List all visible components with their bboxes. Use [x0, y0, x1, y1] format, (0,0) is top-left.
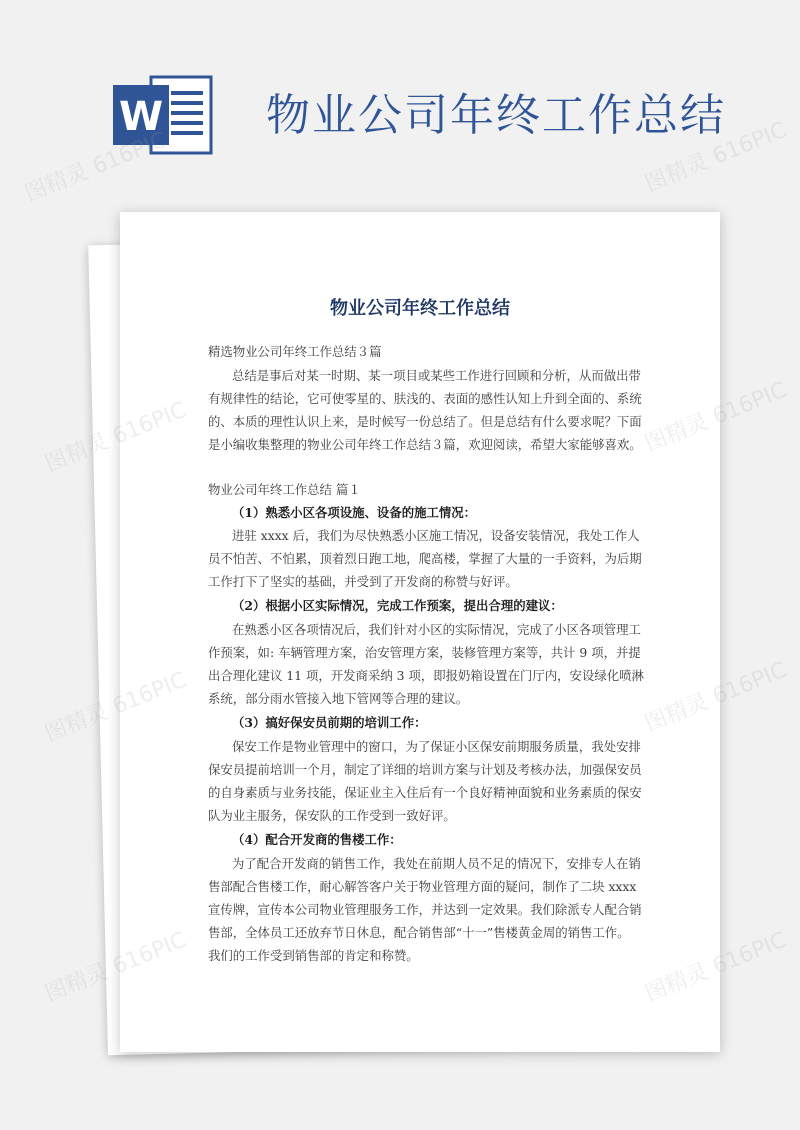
doc-line: 售部，全体员工还放弃节日休息，配合销售部“十一”售楼黄金周的销售工作。 — [208, 925, 630, 940]
item-heading: （1）熟悉小区各项设施、设备的施工情况： — [232, 505, 477, 520]
doc-line: 有规律性的结论，它可使零星的、肤浅的、表面的感性认知上升到全面的、系统 — [208, 391, 642, 406]
doc-subtitle: 精选物业公司年终工作总结３篇 — [208, 344, 382, 359]
word-document-icon — [113, 75, 213, 155]
page-title: 物业公司年终工作总结 — [266, 90, 726, 141]
watermark: 616PIC — [709, 657, 791, 710]
doc-line: 工作打下了坚实的基础，并受到了开发商的称赞与好评。 — [208, 574, 518, 589]
item-heading: （4）配合开发商的售楼工作： — [232, 832, 402, 847]
document-page — [120, 212, 720, 1052]
header-banner — [0, 0, 800, 200]
item-heading: （2）根据小区实际情况，完成工作预案，提出合理的建议： — [232, 598, 563, 613]
doc-line: 员不怕苦、不怕累，顶着烈日跑工地，爬高楼，掌握了大量的一手资料，为后期 — [208, 551, 642, 566]
doc-line: 总结是事后对某一时期、某一项目或某些工作进行回顾和分析，从而做出带 — [232, 368, 641, 383]
doc-line: 保安员提前培训一个月，制定了详细的培训方案与计划及考核办法，加强保安员 — [208, 762, 642, 777]
doc-line: 的自身素质与业务技能，保证业主入住后有一个良好精神面貌和业务素质的保安 — [208, 785, 642, 800]
doc-line: 队为业主服务，保安队的工作受到一致好评。 — [208, 808, 456, 823]
doc-line: 系统，部分雨水管接入地下管网等合理的建议。 — [208, 691, 469, 706]
doc-line: 保安工作是物业管理中的窗口，为了保证小区保安前期服务质量，我处安排 — [232, 739, 641, 754]
watermark: 图精灵 — [41, 699, 113, 748]
watermark: 616PIC — [709, 927, 791, 980]
item-heading: （3）搞好保安员前期的培训工作： — [232, 715, 427, 730]
watermark: 图精灵 — [41, 429, 113, 478]
doc-line: 的、本质的理性认识上来，是时候写一份总结了。但是总结有什么要求呢？下面 — [208, 414, 642, 429]
watermark: 图精灵 616PIC — [21, 127, 171, 208]
doc-line: 出合理化建议 11 项，开发商采纳 3 项，即报奶箱设置在门厅内，安设绿化喷淋 — [208, 668, 644, 683]
doc-line: 宣传牌，宣传本公司物业管理服务工作，并达到一定效果。我们除派专人配合销 — [208, 902, 642, 917]
doc-line: 我们的工作受到销售部的肯定和称赞。 — [208, 948, 419, 963]
document-title: 物业公司年终工作总结 — [330, 298, 510, 319]
watermark: 图精灵 — [41, 959, 113, 1008]
watermark: 图精灵 616PIC — [641, 117, 791, 198]
watermark: 616PIC — [709, 377, 791, 430]
section-heading: 物业公司年终工作总结 篇１ — [208, 482, 361, 497]
doc-line: 在熟悉小区各项情况后，我们针对小区的实际情况，完成了小区各项管理工 — [232, 622, 641, 637]
doc-line: 售部配合售楼工作，耐心解答客户关于物业管理方面的疑问，制作了二块 xxxx — [208, 879, 637, 894]
doc-line: 是小编收集整理的物业公司年终工作总结３篇，欢迎阅读，希望大家能够喜欢。 — [208, 437, 642, 452]
word-logo-letter: W — [118, 94, 164, 140]
doc-line: 作预案，如: 车辆管理方案，治安管理方案，装修管理方案等，共计 9 项，并提 — [208, 645, 641, 660]
doc-line: 进驻 xxxx 后，我们为尽快熟悉小区施工情况，设备安装情况，我处工作人 — [232, 528, 640, 543]
doc-line: 为了配合开发商的销售工作，我处在前期人员不足的情况下，安排专人在销 — [232, 856, 641, 871]
